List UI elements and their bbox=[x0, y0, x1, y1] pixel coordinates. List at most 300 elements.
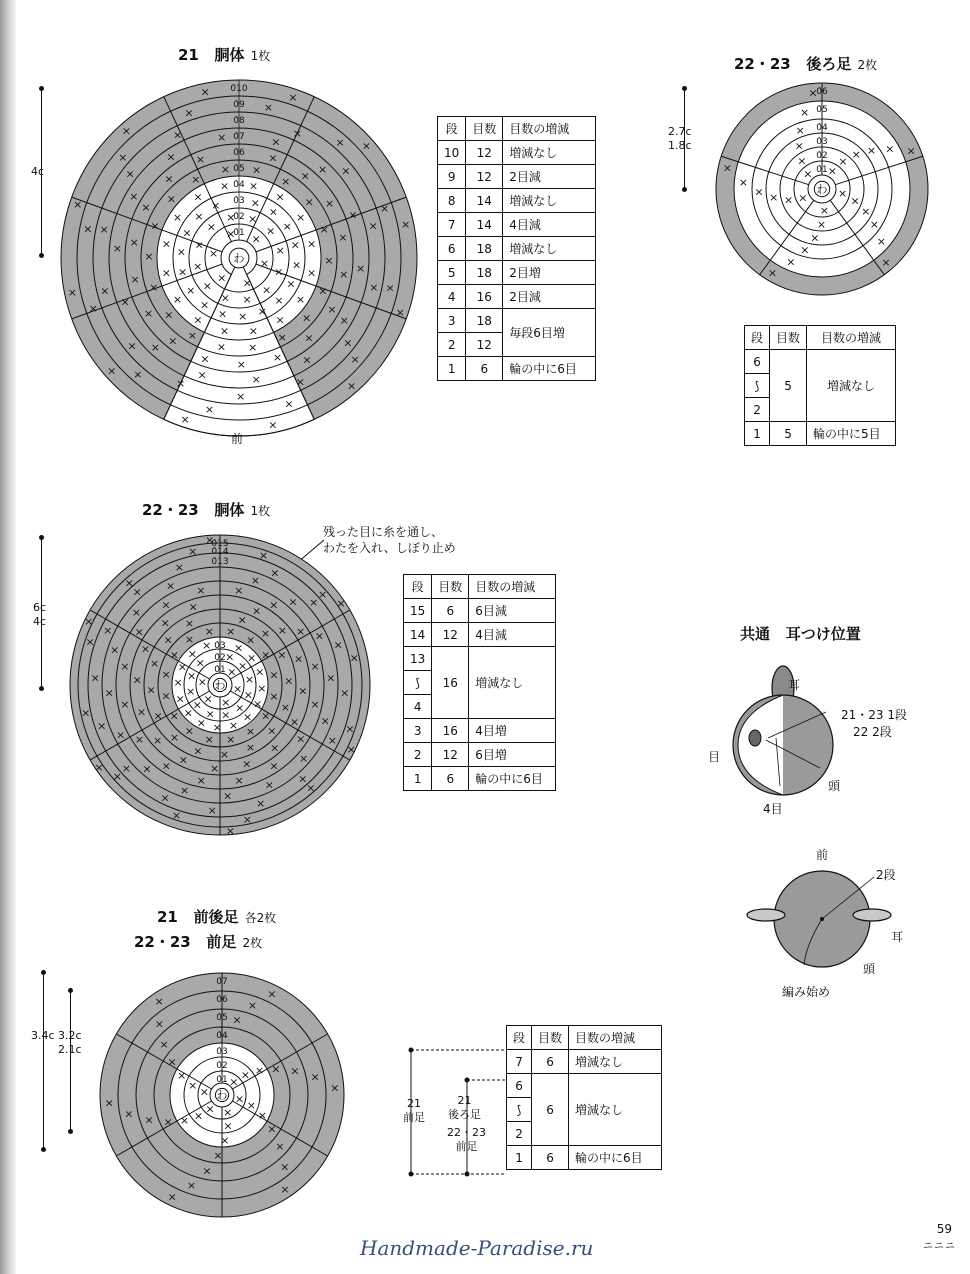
svg-text:×: × bbox=[300, 169, 310, 183]
svg-text:0̇1: 0̇1 bbox=[233, 228, 245, 238]
svg-text:×: × bbox=[368, 219, 378, 233]
svg-text:×: × bbox=[827, 164, 837, 178]
eye-label: 目 bbox=[708, 750, 721, 764]
svg-text:×: × bbox=[226, 227, 236, 241]
svg-text:0̇5: 0̇5 bbox=[233, 164, 245, 174]
svg-text:×: × bbox=[132, 585, 142, 599]
svg-text:0̇9: 0̇9 bbox=[233, 100, 245, 110]
svg-text:×: × bbox=[350, 353, 360, 367]
svg-text:×: × bbox=[177, 660, 187, 674]
svg-text:×: × bbox=[192, 698, 202, 712]
svg-text:×: × bbox=[293, 652, 304, 666]
svg-text:×: × bbox=[318, 163, 328, 177]
body2223-table: 段 目数 目数の増減 15 6 6目減 14 12 4目減 13 16 増減なし ⟆ 4 3 16 4目増 2 12 6目増 1 6 輪の中に6目 bbox=[403, 574, 556, 791]
svg-text:×: × bbox=[219, 747, 230, 761]
svg-text:×: × bbox=[88, 302, 98, 316]
svg-text:×: × bbox=[184, 633, 195, 647]
svg-text:×: × bbox=[275, 1139, 285, 1153]
svg-text:×: × bbox=[143, 307, 154, 321]
svg-text:×: × bbox=[107, 364, 117, 378]
svg-text:×: × bbox=[235, 1092, 245, 1106]
svg-text:×: × bbox=[164, 172, 174, 186]
svg-text:0̇7: 0̇7 bbox=[216, 977, 228, 987]
svg-text:0̇5: 0̇5 bbox=[816, 105, 828, 115]
svg-text:×: × bbox=[346, 742, 356, 756]
svg-text:×: × bbox=[318, 284, 328, 298]
svg-text:×: × bbox=[255, 797, 266, 811]
svg-text:×: × bbox=[125, 167, 135, 181]
svg-text:×: × bbox=[205, 1102, 215, 1116]
svg-text:×: × bbox=[208, 246, 219, 260]
svg-text:×: × bbox=[267, 987, 277, 1001]
front-legs-dim-line1 bbox=[43, 972, 44, 1150]
svg-text:×: × bbox=[84, 615, 94, 629]
svg-text:×: × bbox=[257, 305, 267, 319]
svg-text:×: × bbox=[220, 163, 230, 177]
back-leg-title: 22・23 後ろ足 2枚 bbox=[734, 55, 878, 73]
svg-text:×: × bbox=[180, 413, 190, 427]
svg-text:×: × bbox=[129, 235, 139, 249]
back-leg-round-diagram bbox=[712, 79, 932, 299]
svg-text:×: × bbox=[193, 313, 203, 327]
svg-text:×: × bbox=[204, 403, 215, 417]
svg-text:×: × bbox=[319, 223, 329, 237]
svg-text:×: × bbox=[248, 212, 258, 226]
svg-text:×: × bbox=[218, 307, 228, 321]
svg-text:×: × bbox=[275, 243, 285, 257]
svg-text:×: × bbox=[178, 753, 188, 767]
svg-text:×: × bbox=[270, 741, 280, 755]
svg-text:×: × bbox=[185, 684, 196, 698]
svg-text:×: × bbox=[819, 203, 830, 217]
svg-text:×: × bbox=[124, 1107, 134, 1121]
svg-text:×: × bbox=[395, 305, 405, 319]
svg-text:0̇4: 0̇4 bbox=[233, 180, 245, 190]
svg-text:×: × bbox=[169, 648, 179, 662]
svg-text:×: × bbox=[196, 583, 206, 597]
svg-text:×: × bbox=[240, 1068, 250, 1082]
svg-text:×: × bbox=[81, 706, 91, 720]
svg-text:×: × bbox=[226, 625, 236, 639]
svg-text:×: × bbox=[296, 732, 306, 746]
svg-text:×: × bbox=[227, 665, 237, 679]
svg-text:×: × bbox=[112, 241, 123, 255]
svg-text:×: × bbox=[338, 231, 348, 245]
svg-text:0̇3: 0̇3 bbox=[214, 641, 226, 651]
svg-text:×: × bbox=[177, 1069, 187, 1083]
svg-text:×: × bbox=[251, 232, 261, 246]
svg-text:×: × bbox=[861, 204, 871, 218]
body21-round-diagram bbox=[59, 78, 419, 438]
svg-text:×: × bbox=[339, 313, 349, 327]
svg-text:×: × bbox=[295, 624, 306, 638]
svg-text:×: × bbox=[200, 352, 210, 366]
svg-text:×: × bbox=[216, 340, 227, 354]
svg-text:×: × bbox=[210, 761, 220, 775]
svg-text:×: × bbox=[266, 224, 276, 238]
body2223-title: 22・23 胴体 1枚 bbox=[142, 501, 271, 519]
svg-text:0̇15: 0̇15 bbox=[211, 539, 229, 549]
front-leg-2223-label: 22・23 前足 bbox=[447, 1126, 486, 1153]
svg-text:×: × bbox=[150, 219, 160, 233]
svg-text:×: × bbox=[264, 778, 274, 792]
svg-text:×: × bbox=[299, 751, 309, 765]
svg-text:×: × bbox=[163, 1115, 173, 1129]
svg-text:0̇4: 0̇4 bbox=[216, 1031, 228, 1041]
svg-text:×: × bbox=[245, 740, 256, 754]
svg-text:×: × bbox=[205, 533, 215, 547]
svg-text:×: × bbox=[271, 135, 281, 149]
svg-text:×: × bbox=[161, 668, 171, 682]
svg-text:×: × bbox=[217, 131, 227, 145]
svg-text:×: × bbox=[186, 284, 196, 298]
svg-text:×: × bbox=[280, 1182, 290, 1196]
svg-text:×: × bbox=[202, 1164, 212, 1178]
svg-text:×: × bbox=[187, 328, 197, 342]
svg-text:×: × bbox=[233, 682, 243, 696]
svg-text:×: × bbox=[341, 164, 351, 178]
svg-text:×: × bbox=[202, 279, 212, 293]
svg-text:×: × bbox=[317, 588, 328, 602]
front-legs-title1: 21 前後足 各2枚 bbox=[157, 908, 277, 926]
svg-text:×: × bbox=[333, 638, 343, 652]
svg-text:×: × bbox=[200, 298, 210, 312]
svg-text:×: × bbox=[220, 1133, 230, 1147]
svg-text:×: × bbox=[320, 714, 330, 728]
svg-text:0̇2: 0̇2 bbox=[816, 151, 828, 161]
svg-text:×: × bbox=[261, 283, 272, 297]
front-legs-dim1: 3.4c bbox=[31, 1029, 55, 1042]
svg-text:×: × bbox=[330, 1081, 340, 1095]
svg-text:×: × bbox=[228, 718, 239, 732]
svg-text:×: × bbox=[298, 684, 308, 698]
svg-text:0̇2: 0̇2 bbox=[216, 1061, 228, 1071]
svg-text:×: × bbox=[355, 262, 366, 276]
svg-text:×: × bbox=[306, 266, 317, 280]
svg-text:×: × bbox=[161, 237, 172, 251]
svg-text:×: × bbox=[837, 187, 848, 201]
svg-text:×: × bbox=[274, 265, 284, 279]
svg-text:×: × bbox=[168, 334, 178, 348]
svg-text:×: × bbox=[188, 1078, 198, 1092]
start-label: 編み始め bbox=[782, 985, 831, 999]
svg-text:×: × bbox=[220, 179, 230, 193]
svg-text:×: × bbox=[160, 616, 170, 630]
svg-text:×: × bbox=[184, 724, 195, 738]
svg-text:×: × bbox=[327, 733, 337, 747]
svg-text:×: × bbox=[816, 217, 827, 231]
svg-text:×: × bbox=[290, 1064, 300, 1078]
svg-text:×: × bbox=[94, 760, 104, 774]
svg-text:×: × bbox=[248, 179, 259, 193]
svg-text:×: × bbox=[199, 1085, 209, 1099]
svg-text:×: × bbox=[235, 701, 245, 715]
svg-text:×: × bbox=[167, 1055, 177, 1069]
svg-text:×: × bbox=[274, 293, 284, 307]
svg-text:×: × bbox=[324, 196, 335, 210]
svg-text:×: × bbox=[73, 198, 83, 212]
svg-text:×: × bbox=[284, 397, 294, 411]
svg-text:×: × bbox=[236, 357, 247, 371]
svg-text:×: × bbox=[838, 155, 848, 169]
svg-text:×: × bbox=[242, 757, 252, 771]
svg-text:×: × bbox=[255, 665, 265, 679]
svg-text:×: × bbox=[349, 651, 359, 665]
svg-text:×: × bbox=[242, 813, 252, 827]
svg-text:×: × bbox=[298, 772, 308, 786]
svg-text:×: × bbox=[212, 720, 222, 734]
svg-text:×: × bbox=[248, 324, 258, 338]
svg-text:×: × bbox=[246, 1099, 256, 1113]
svg-text:×: × bbox=[204, 625, 214, 639]
svg-text:×: × bbox=[169, 730, 180, 744]
back-leg-dim-labels: 2.7c 1.8c bbox=[668, 125, 692, 152]
svg-text:×: × bbox=[184, 106, 194, 120]
svg-text:×: × bbox=[310, 697, 320, 711]
svg-text:×: × bbox=[83, 222, 93, 236]
svg-text:0̇1: 0̇1 bbox=[816, 165, 828, 175]
svg-text:0̇5: 0̇5 bbox=[216, 1013, 228, 1023]
svg-text:×: × bbox=[232, 1013, 242, 1027]
svg-text:×: × bbox=[797, 154, 807, 168]
svg-text:×: × bbox=[161, 266, 172, 280]
svg-text:×: × bbox=[280, 1160, 290, 1174]
svg-text:×: × bbox=[310, 1070, 320, 1084]
svg-text:0̇3: 0̇3 bbox=[216, 1047, 228, 1057]
ear-label: 耳 bbox=[788, 678, 801, 692]
body21-dim-label: 4c bbox=[31, 165, 45, 178]
svg-text:×: × bbox=[142, 762, 152, 776]
body21-table: 段 目数 目数の増減 10 12 増減なし 9 12 2目減 8 14 増減なし 7 14 4目減 6 18 増減なし 5 18 2目増 4 16 2目減 3 18 毎段6目増 2 12 1 6 輪の中に6目 bbox=[437, 116, 596, 381]
svg-text:×: × bbox=[176, 245, 186, 259]
svg-text:×: × bbox=[217, 271, 227, 285]
svg-text:×: × bbox=[254, 1064, 265, 1078]
svg-text:×: × bbox=[205, 707, 215, 721]
svg-text:×: × bbox=[803, 167, 813, 181]
svg-text:×: × bbox=[343, 336, 353, 350]
svg-text:×: × bbox=[100, 284, 110, 298]
svg-text:×: × bbox=[275, 313, 285, 327]
svg-text:×: × bbox=[194, 1109, 204, 1123]
svg-text:×: × bbox=[248, 340, 258, 354]
svg-text:×: × bbox=[222, 789, 233, 803]
svg-text:×: × bbox=[767, 266, 778, 280]
back-leg-21-label: 21 後ろ足 bbox=[448, 1094, 481, 1121]
svg-text:×: × bbox=[159, 1038, 169, 1052]
svg-text:×: × bbox=[257, 1108, 267, 1122]
svg-text:×: × bbox=[97, 719, 107, 733]
svg-text:×: × bbox=[310, 659, 320, 673]
svg-text:0̇3: 0̇3 bbox=[816, 137, 828, 147]
svg-text:×: × bbox=[808, 86, 818, 100]
svg-text:×: × bbox=[259, 257, 270, 271]
svg-text:×: × bbox=[339, 268, 349, 282]
svg-text:×: × bbox=[869, 218, 879, 232]
svg-text:×: × bbox=[881, 255, 891, 269]
svg-text:×: × bbox=[251, 163, 262, 177]
svg-text:×: × bbox=[314, 629, 325, 643]
svg-text:×: × bbox=[400, 218, 411, 232]
front-legs-dim23: 3.2c 2.1c bbox=[58, 1029, 82, 1056]
svg-text:×: × bbox=[121, 124, 131, 138]
svg-text:×: × bbox=[268, 151, 278, 165]
svg-text:×: × bbox=[129, 190, 139, 204]
page-number: 59 bbox=[936, 1222, 952, 1236]
svg-text:×: × bbox=[144, 1113, 154, 1127]
svg-text:×: × bbox=[191, 173, 201, 187]
svg-text:×: × bbox=[280, 701, 290, 715]
svg-text:×: × bbox=[167, 1190, 177, 1204]
svg-text:わ: わ bbox=[816, 183, 828, 196]
svg-text:×: × bbox=[90, 671, 100, 685]
body21-front-label: 前 bbox=[231, 432, 244, 446]
svg-text:×: × bbox=[221, 708, 231, 722]
svg-text:×: × bbox=[160, 791, 170, 805]
top-view-ear-label: 耳 bbox=[891, 930, 904, 944]
svg-text:×: × bbox=[127, 339, 137, 353]
svg-text:×: × bbox=[269, 668, 279, 682]
svg-text:×: × bbox=[326, 671, 336, 685]
svg-text:×: × bbox=[179, 1113, 190, 1127]
svg-text:×: × bbox=[226, 210, 236, 224]
svg-text:×: × bbox=[204, 732, 214, 746]
svg-text:×: × bbox=[866, 144, 877, 158]
svg-text:0̇4: 0̇4 bbox=[816, 123, 828, 133]
svg-text:×: × bbox=[153, 709, 163, 723]
svg-text:×: × bbox=[195, 656, 205, 670]
svg-text:×: × bbox=[292, 126, 302, 140]
svg-text:×: × bbox=[112, 769, 123, 783]
svg-text:×: × bbox=[173, 676, 183, 690]
ear-rounds-22-label: 22 2段 bbox=[853, 725, 892, 739]
svg-text:×: × bbox=[161, 759, 171, 773]
svg-text:×: × bbox=[223, 1119, 233, 1133]
svg-text:×: × bbox=[810, 231, 820, 245]
svg-text:×: × bbox=[197, 675, 207, 689]
svg-text:×: × bbox=[251, 372, 261, 386]
svg-text:×: × bbox=[252, 604, 262, 618]
svg-text:0̇6: 0̇6 bbox=[816, 87, 828, 97]
body21-title: 21 胴体 1枚 bbox=[178, 46, 271, 64]
svg-text:×: × bbox=[281, 175, 291, 189]
front-legs-dim-line2 bbox=[70, 990, 71, 1132]
svg-text:×: × bbox=[172, 210, 183, 224]
svg-text:わ: わ bbox=[233, 252, 245, 265]
svg-text:0̇3: 0̇3 bbox=[233, 196, 245, 206]
svg-text:×: × bbox=[304, 331, 314, 345]
back-leg-table: 段 目数 目数の増減 6 5 増減なし ⟆ 2 1 5 輪の中に5目 bbox=[744, 325, 896, 446]
svg-text:×: × bbox=[324, 253, 334, 267]
front-leg-21-label: 21 前足 bbox=[403, 1097, 425, 1124]
svg-text:×: × bbox=[290, 238, 300, 252]
svg-text:×: × bbox=[277, 330, 287, 344]
svg-text:×: × bbox=[166, 150, 176, 164]
svg-text:×: × bbox=[369, 281, 379, 295]
svg-text:×: × bbox=[203, 692, 213, 706]
svg-text:×: × bbox=[141, 201, 151, 215]
svg-text:×: × bbox=[219, 324, 230, 338]
svg-text:×: × bbox=[175, 692, 185, 706]
svg-text:×: × bbox=[361, 139, 371, 153]
svg-text:×: × bbox=[336, 597, 346, 611]
svg-text:×: × bbox=[335, 135, 345, 149]
svg-text:×: × bbox=[253, 697, 263, 711]
svg-text:0̇13: 0̇13 bbox=[211, 557, 229, 567]
svg-text:×: × bbox=[166, 192, 176, 206]
svg-text:×: × bbox=[295, 210, 306, 224]
ear-top-view bbox=[746, 865, 896, 975]
svg-text:×: × bbox=[118, 150, 128, 164]
svg-text:×: × bbox=[121, 761, 131, 775]
svg-text:×: × bbox=[272, 350, 283, 364]
svg-text:×: × bbox=[140, 642, 151, 656]
svg-text:×: × bbox=[799, 105, 810, 119]
svg-text:×: × bbox=[182, 226, 192, 240]
svg-text:×: × bbox=[288, 90, 298, 104]
svg-text:×: × bbox=[906, 144, 916, 158]
head-label: 頭 bbox=[828, 779, 841, 793]
svg-text:×: × bbox=[385, 281, 395, 295]
svg-text:×: × bbox=[269, 598, 279, 612]
svg-text:×: × bbox=[110, 643, 120, 657]
svg-text:×: × bbox=[178, 265, 188, 279]
ear-rounds-21-label: 21・23 1段 bbox=[841, 708, 907, 722]
svg-text:×: × bbox=[174, 560, 185, 574]
svg-text:×: × bbox=[794, 139, 804, 153]
svg-text:×: × bbox=[754, 185, 764, 199]
svg-text:×: × bbox=[269, 689, 279, 703]
svg-text:×: × bbox=[176, 377, 186, 391]
svg-text:×: × bbox=[267, 1122, 277, 1136]
svg-text:×: × bbox=[250, 573, 261, 587]
svg-text:×: × bbox=[188, 544, 198, 558]
svg-text:×: × bbox=[244, 673, 255, 687]
svg-text:×: × bbox=[161, 689, 171, 703]
svg-text:×: × bbox=[136, 705, 147, 719]
body2223-finish-note: 残った目に糸を通し、 わたを入れ、しぼり止め bbox=[323, 525, 456, 555]
svg-text:×: × bbox=[223, 1106, 233, 1120]
svg-text:×: × bbox=[220, 291, 230, 305]
svg-text:×: × bbox=[309, 596, 319, 610]
svg-text:×: × bbox=[288, 595, 298, 609]
svg-text:×: × bbox=[295, 375, 305, 389]
svg-text:×: × bbox=[193, 260, 203, 274]
svg-text:×: × bbox=[99, 222, 109, 236]
svg-text:×: × bbox=[120, 660, 130, 674]
svg-text:×: × bbox=[187, 669, 197, 683]
svg-text:×: × bbox=[242, 276, 252, 290]
svg-text:×: × bbox=[247, 651, 257, 665]
svg-text:×: × bbox=[243, 688, 253, 702]
svg-text:0̇8: 0̇8 bbox=[233, 116, 245, 126]
top-view-head-label: 頭 bbox=[863, 962, 876, 976]
svg-text:×: × bbox=[786, 255, 796, 269]
svg-text:×: × bbox=[380, 201, 390, 215]
svg-text:×: × bbox=[306, 237, 317, 251]
svg-text:×: × bbox=[269, 759, 279, 773]
svg-text:×: × bbox=[229, 1075, 239, 1089]
book-spine-shadow bbox=[0, 0, 16, 1274]
svg-text:×: × bbox=[103, 624, 113, 638]
svg-text:×: × bbox=[275, 190, 285, 204]
svg-text:×: × bbox=[207, 803, 217, 817]
top-view-front-label: 前 bbox=[816, 848, 829, 862]
svg-text:×: × bbox=[130, 272, 140, 286]
svg-text:0̇6: 0̇6 bbox=[233, 148, 245, 158]
front-legs-table: 段 目数 目数の増減 7 6 増減なし 6 6 増減なし ⟆ 2 1 6 輪の中に6目 bbox=[506, 1025, 662, 1170]
svg-text:×: × bbox=[144, 250, 154, 264]
svg-text:×: × bbox=[257, 681, 267, 695]
